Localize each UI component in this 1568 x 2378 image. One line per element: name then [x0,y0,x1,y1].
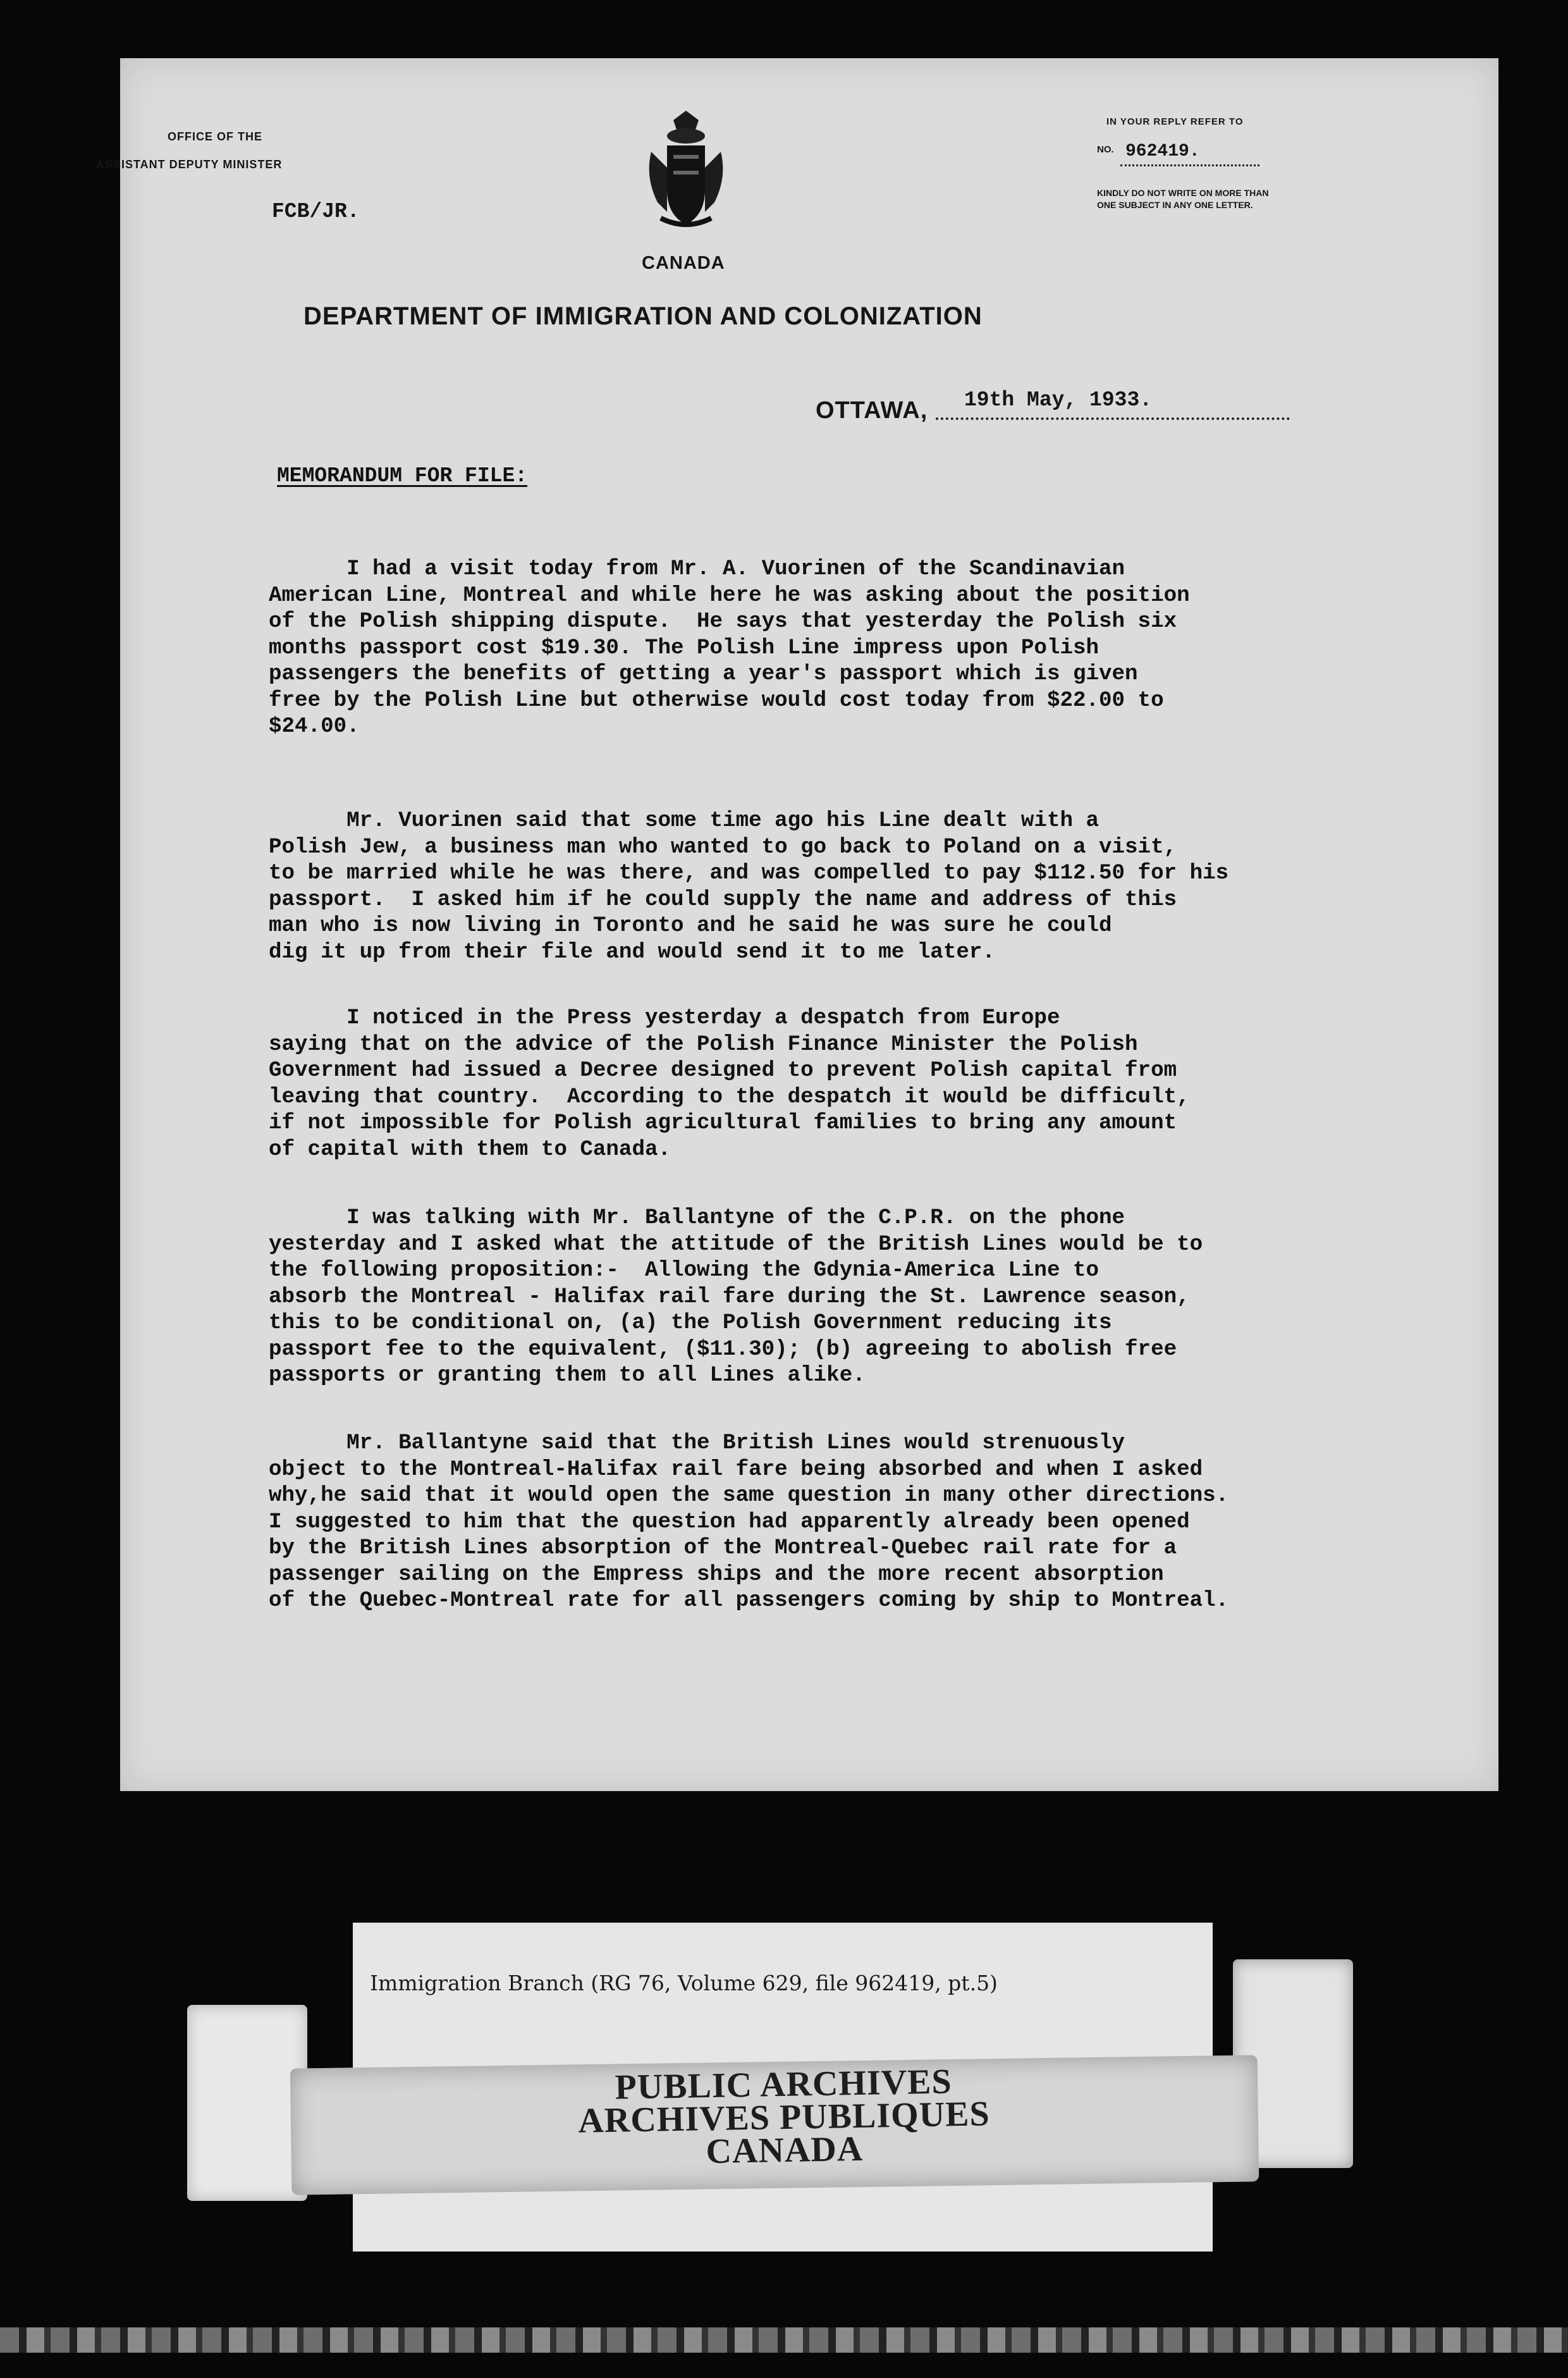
date-dotted-line [936,417,1290,420]
department-name: DEPARTMENT OF IMMIGRATION AND COLONIZATION [303,302,983,330]
tape-piece-left [187,2005,307,2201]
office-label: OFFICE OF THE [168,130,262,143]
reply-number-dotted-line [1120,164,1259,166]
memo-paragraph: Mr. Vuorinen said that some time ago his Line dealt with a Polish Jew, a business man who wanted to go back to Poland on a visit, to be married while he was there, and was compelled to pay $112.50 for his passport. I asked him if he could supply the name and address of this man who is now living in Toronto and he said he was sure he could dig it up from their file and would send it to me later. [269,809,1229,964]
country-label: CANADA [642,253,725,273]
memo-paragraph: Mr. Ballantyne said that the British Lines would strenuously object to the Montreal-Halifax rail fare being absorbed and when I asked why,he said that it would open the same question in many other directions. I suggested to him that the question had apparently already been opened by the British Lines absorption of the Montreal-Quebec rail rate for a passenger sailing on the Empress ships and the more recent absorption of the Quebec-Montreal rate for all passengers coming by ship to Montreal. [269,1431,1229,1613]
memo-heading: MEMORANDUM FOR FILE: [277,464,528,488]
office-title: ASSISTANT DEPUTY MINISTER [96,158,283,171]
memo-paragraph: I was talking with Mr. Ballantyne of the C.P.R. on the phone yesterday and I asked what the attitude of the British Lines would be to the following proposition:- Allowing the Gdynia-America Line to absorb the Montreal - Halifax rail fare during the St. Lawrence season, this to be conditional on, (a) the Polish Government reducing its passport fee to the equivalent, ($11.30); (b) agreeing to abolish free passports or granting them to all Lines alike. [269,1206,1203,1388]
stamp-line-3: CANADA [706,2129,864,2172]
stamp-line-1: PUBLIC ARCHIVES [615,2062,953,2107]
place-label: OTTAWA, [816,397,928,424]
reply-reference-label: IN YOUR REPLY REFER TO [1106,116,1244,127]
memo-date: 19th May, 1933. [964,388,1153,412]
film-edge-strip [0,2327,1568,2353]
archives-stamp [556,2064,1013,2171]
coat-of-arms-icon [639,108,733,234]
file-number: 962419. [1125,142,1200,161]
archive-reference: Immigration Branch (RG 76, Volume 629, file 962419, pt.5) [370,1971,998,1995]
reply-number-label: NO. [1097,144,1114,155]
reply-instruction-note: KINDLY DO NOT WRITE ON MORE THAN ONE SUBJECT IN ANY ONE LETTER. [1097,188,1269,210]
memo-paragraph: I noticed in the Press yesterday a despatch from Europe saying that on the advice of the Polish Finance Minister the Polish Government had issued a Decree designed to prevent Polish capital from leaving that country. According to the despatch it would be difficult, if not impossible for Polish agricultural families to bring any amount of capital with them to Canada. [269,1006,1190,1162]
stamp-line-2: ARCHIVES PUBLIQUES [577,2094,991,2141]
memo-paragraph: I had a visit today from Mr. A. Vuorinen of the Scandinavian American Line, Montreal and while here he was asking about the position of the Polish shipping dispute. He says that yesterday the Polish six months passport cost $19.30. The Polish Line impress upon Polish passengers the benefits of getting a year's passport which is given free by the Polish Line but otherwise would cost today from $22.00 to $24.00. [269,557,1190,739]
reference-initials: FCB/JR. [272,200,360,223]
